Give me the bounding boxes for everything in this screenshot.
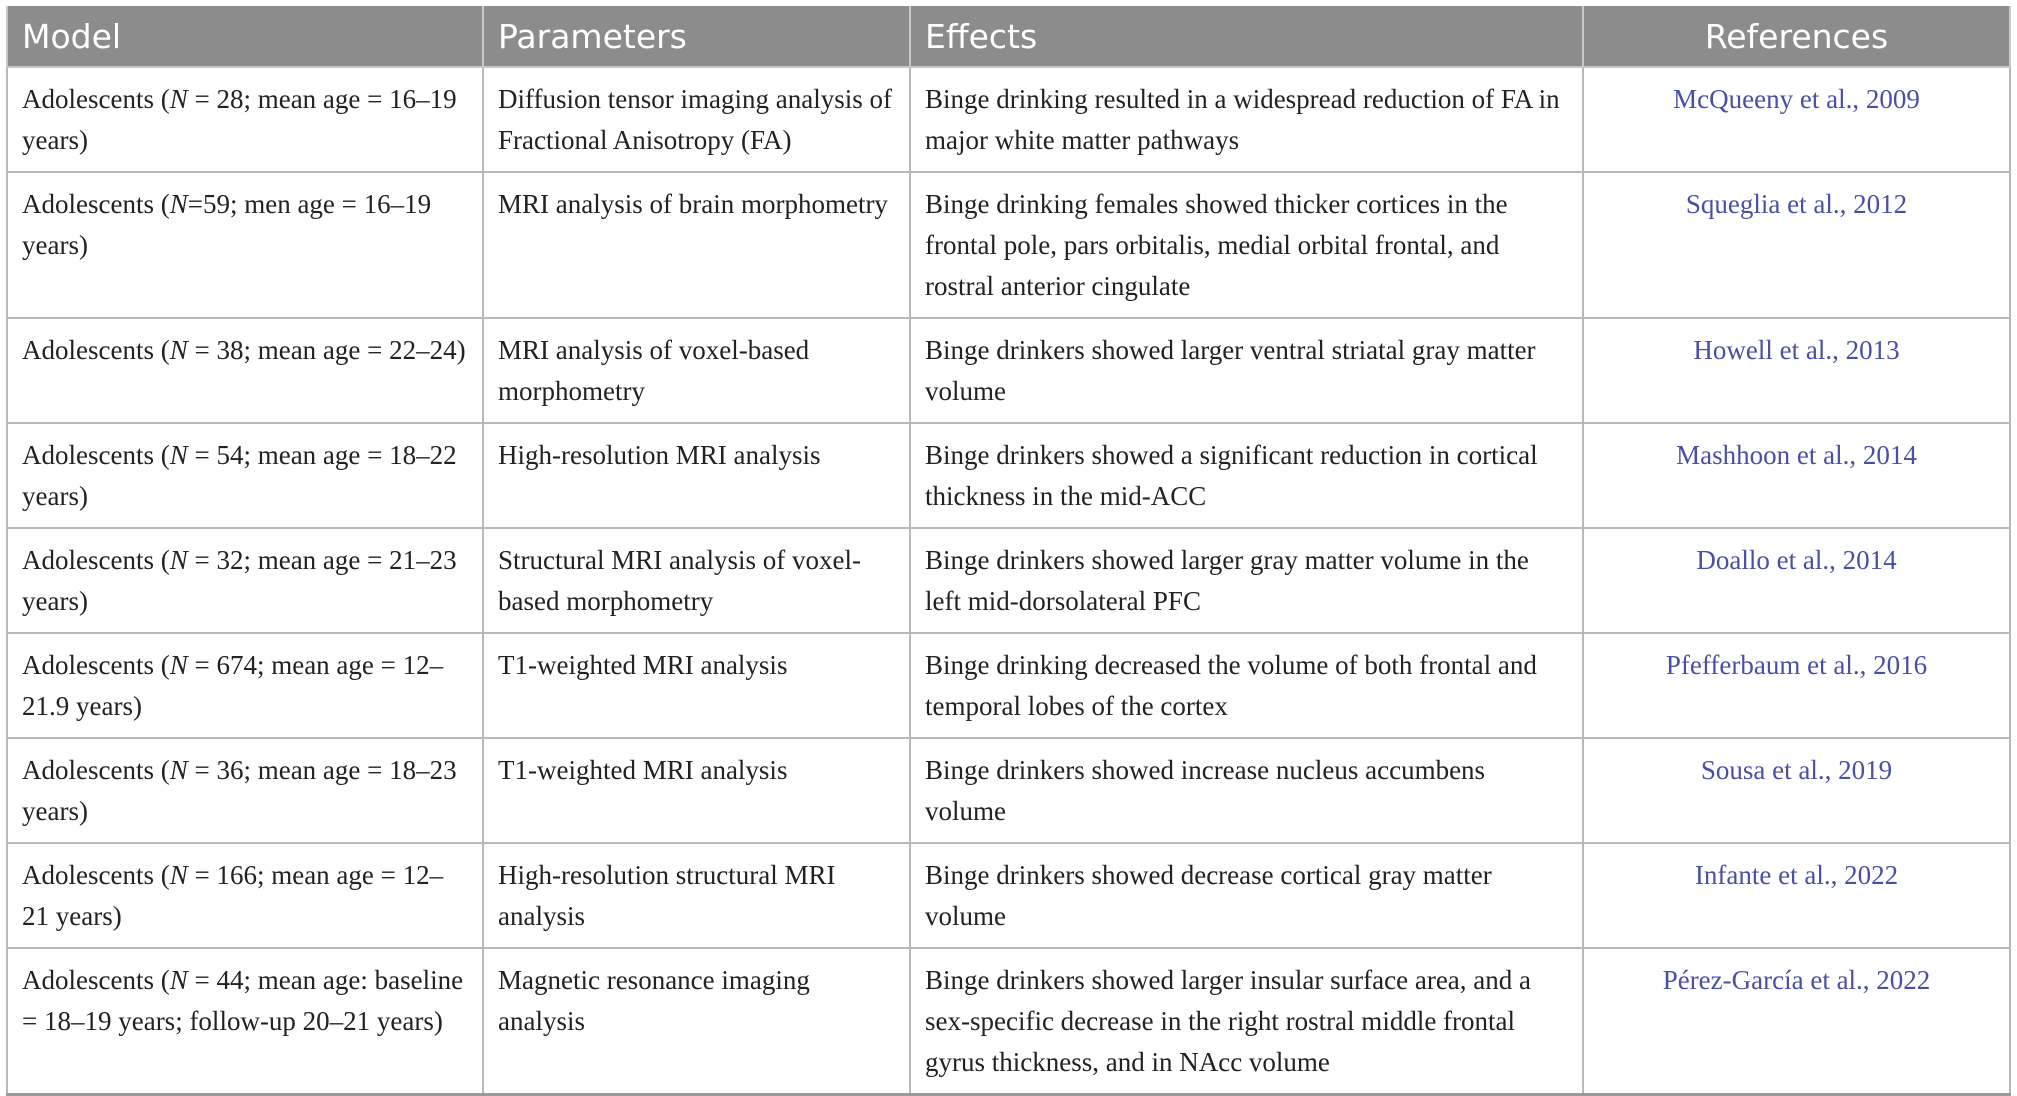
table-header bbox=[7, 6, 2010, 67]
model-cell: Adolescents (N = 44; mean age: baseline = 18–19 years; follow-up 20–21 years) bbox=[7, 948, 483, 1095]
effects-cell: Binge drinking decreased the volume of both frontal and temporal lobes of the cortex bbox=[910, 633, 1583, 738]
header-parameters: Parameters bbox=[483, 6, 910, 67]
reference-link[interactable]: Mashhoon et al., 2014 bbox=[1583, 423, 2010, 528]
parameters-cell: T1-weighted MRI analysis bbox=[483, 738, 910, 843]
table-row bbox=[7, 948, 2010, 1095]
model-cell: Adolescents (N=59; men age = 16–19 years) bbox=[7, 172, 483, 318]
reference-link[interactable]: Doallo et al., 2014 bbox=[1583, 528, 2010, 633]
effects-cell: Binge drinkers showed decrease cortical gray matter volume bbox=[910, 843, 1583, 948]
table-row bbox=[7, 843, 2010, 948]
model-cell: Adolescents (N = 166; mean age = 12–21 years) bbox=[7, 843, 483, 948]
table-row bbox=[7, 528, 2010, 633]
reference-link[interactable]: Squeglia et al., 2012 bbox=[1583, 172, 2010, 318]
header-references: References bbox=[1583, 6, 2010, 67]
table-row bbox=[7, 423, 2010, 528]
effects-cell: Binge drinkers showed larger ventral striatal gray matter volume bbox=[910, 318, 1583, 423]
model-cell: Adolescents (N = 54; mean age = 18–22 years) bbox=[7, 423, 483, 528]
table-body bbox=[7, 67, 2010, 1095]
effects-cell: Binge drinkers showed increase nucleus accumbens volume bbox=[910, 738, 1583, 843]
table-row bbox=[7, 67, 2010, 172]
reference-link[interactable]: Pfefferbaum et al., 2016 bbox=[1583, 633, 2010, 738]
table-row bbox=[7, 738, 2010, 843]
studies-table bbox=[6, 6, 2011, 1096]
parameters-cell: High-resolution structural MRI analysis bbox=[483, 843, 910, 948]
parameters-cell: Diffusion tensor imaging analysis of Fractional Anisotropy (FA) bbox=[483, 67, 910, 172]
reference-link[interactable]: Sousa et al., 2019 bbox=[1583, 738, 2010, 843]
header-effects: Effects bbox=[910, 6, 1583, 67]
header-model: Model bbox=[7, 6, 483, 67]
table-row bbox=[7, 318, 2010, 423]
header-row bbox=[7, 6, 2010, 67]
parameters-cell: MRI analysis of brain morphometry bbox=[483, 172, 910, 318]
reference-link[interactable]: Howell et al., 2013 bbox=[1583, 318, 2010, 423]
effects-cell: Binge drinking resulted in a widespread reduction of FA in major white matter pathways bbox=[910, 67, 1583, 172]
effects-cell: Binge drinkers showed larger gray matter volume in the left mid-dorsolateral PFC bbox=[910, 528, 1583, 633]
model-cell: Adolescents (N = 32; mean age = 21–23 years) bbox=[7, 528, 483, 633]
model-cell: Adolescents (N = 28; mean age = 16–19 years) bbox=[7, 67, 483, 172]
effects-cell: Binge drinking females showed thicker cortices in the frontal pole, pars orbitalis, medial orbital frontal, and rostral anterior cingulate bbox=[910, 172, 1583, 318]
parameters-cell: MRI analysis of voxel-based morphometry bbox=[483, 318, 910, 423]
reference-link[interactable]: Infante et al., 2022 bbox=[1583, 843, 2010, 948]
model-cell: Adolescents (N = 38; mean age = 22–24) bbox=[7, 318, 483, 423]
model-cell: Adolescents (N = 674; mean age = 12–21.9 years) bbox=[7, 633, 483, 738]
reference-link[interactable]: McQueeny et al., 2009 bbox=[1583, 67, 2010, 172]
parameters-cell: Structural MRI analysis of voxel-based morphometry bbox=[483, 528, 910, 633]
effects-cell: Binge drinkers showed larger insular surface area, and a sex-specific decrease in the right rostral middle frontal gyrus thickness, and in NAcc volume bbox=[910, 948, 1583, 1095]
parameters-cell: High-resolution MRI analysis bbox=[483, 423, 910, 528]
model-cell: Adolescents (N = 36; mean age = 18–23 years) bbox=[7, 738, 483, 843]
table-row bbox=[7, 172, 2010, 318]
parameters-cell: Magnetic resonance imaging analysis bbox=[483, 948, 910, 1095]
table-row bbox=[7, 633, 2010, 738]
reference-link[interactable]: Pérez-García et al., 2022 bbox=[1583, 948, 2010, 1095]
effects-cell: Binge drinkers showed a significant reduction in cortical thickness in the mid-ACC bbox=[910, 423, 1583, 528]
parameters-cell: T1-weighted MRI analysis bbox=[483, 633, 910, 738]
